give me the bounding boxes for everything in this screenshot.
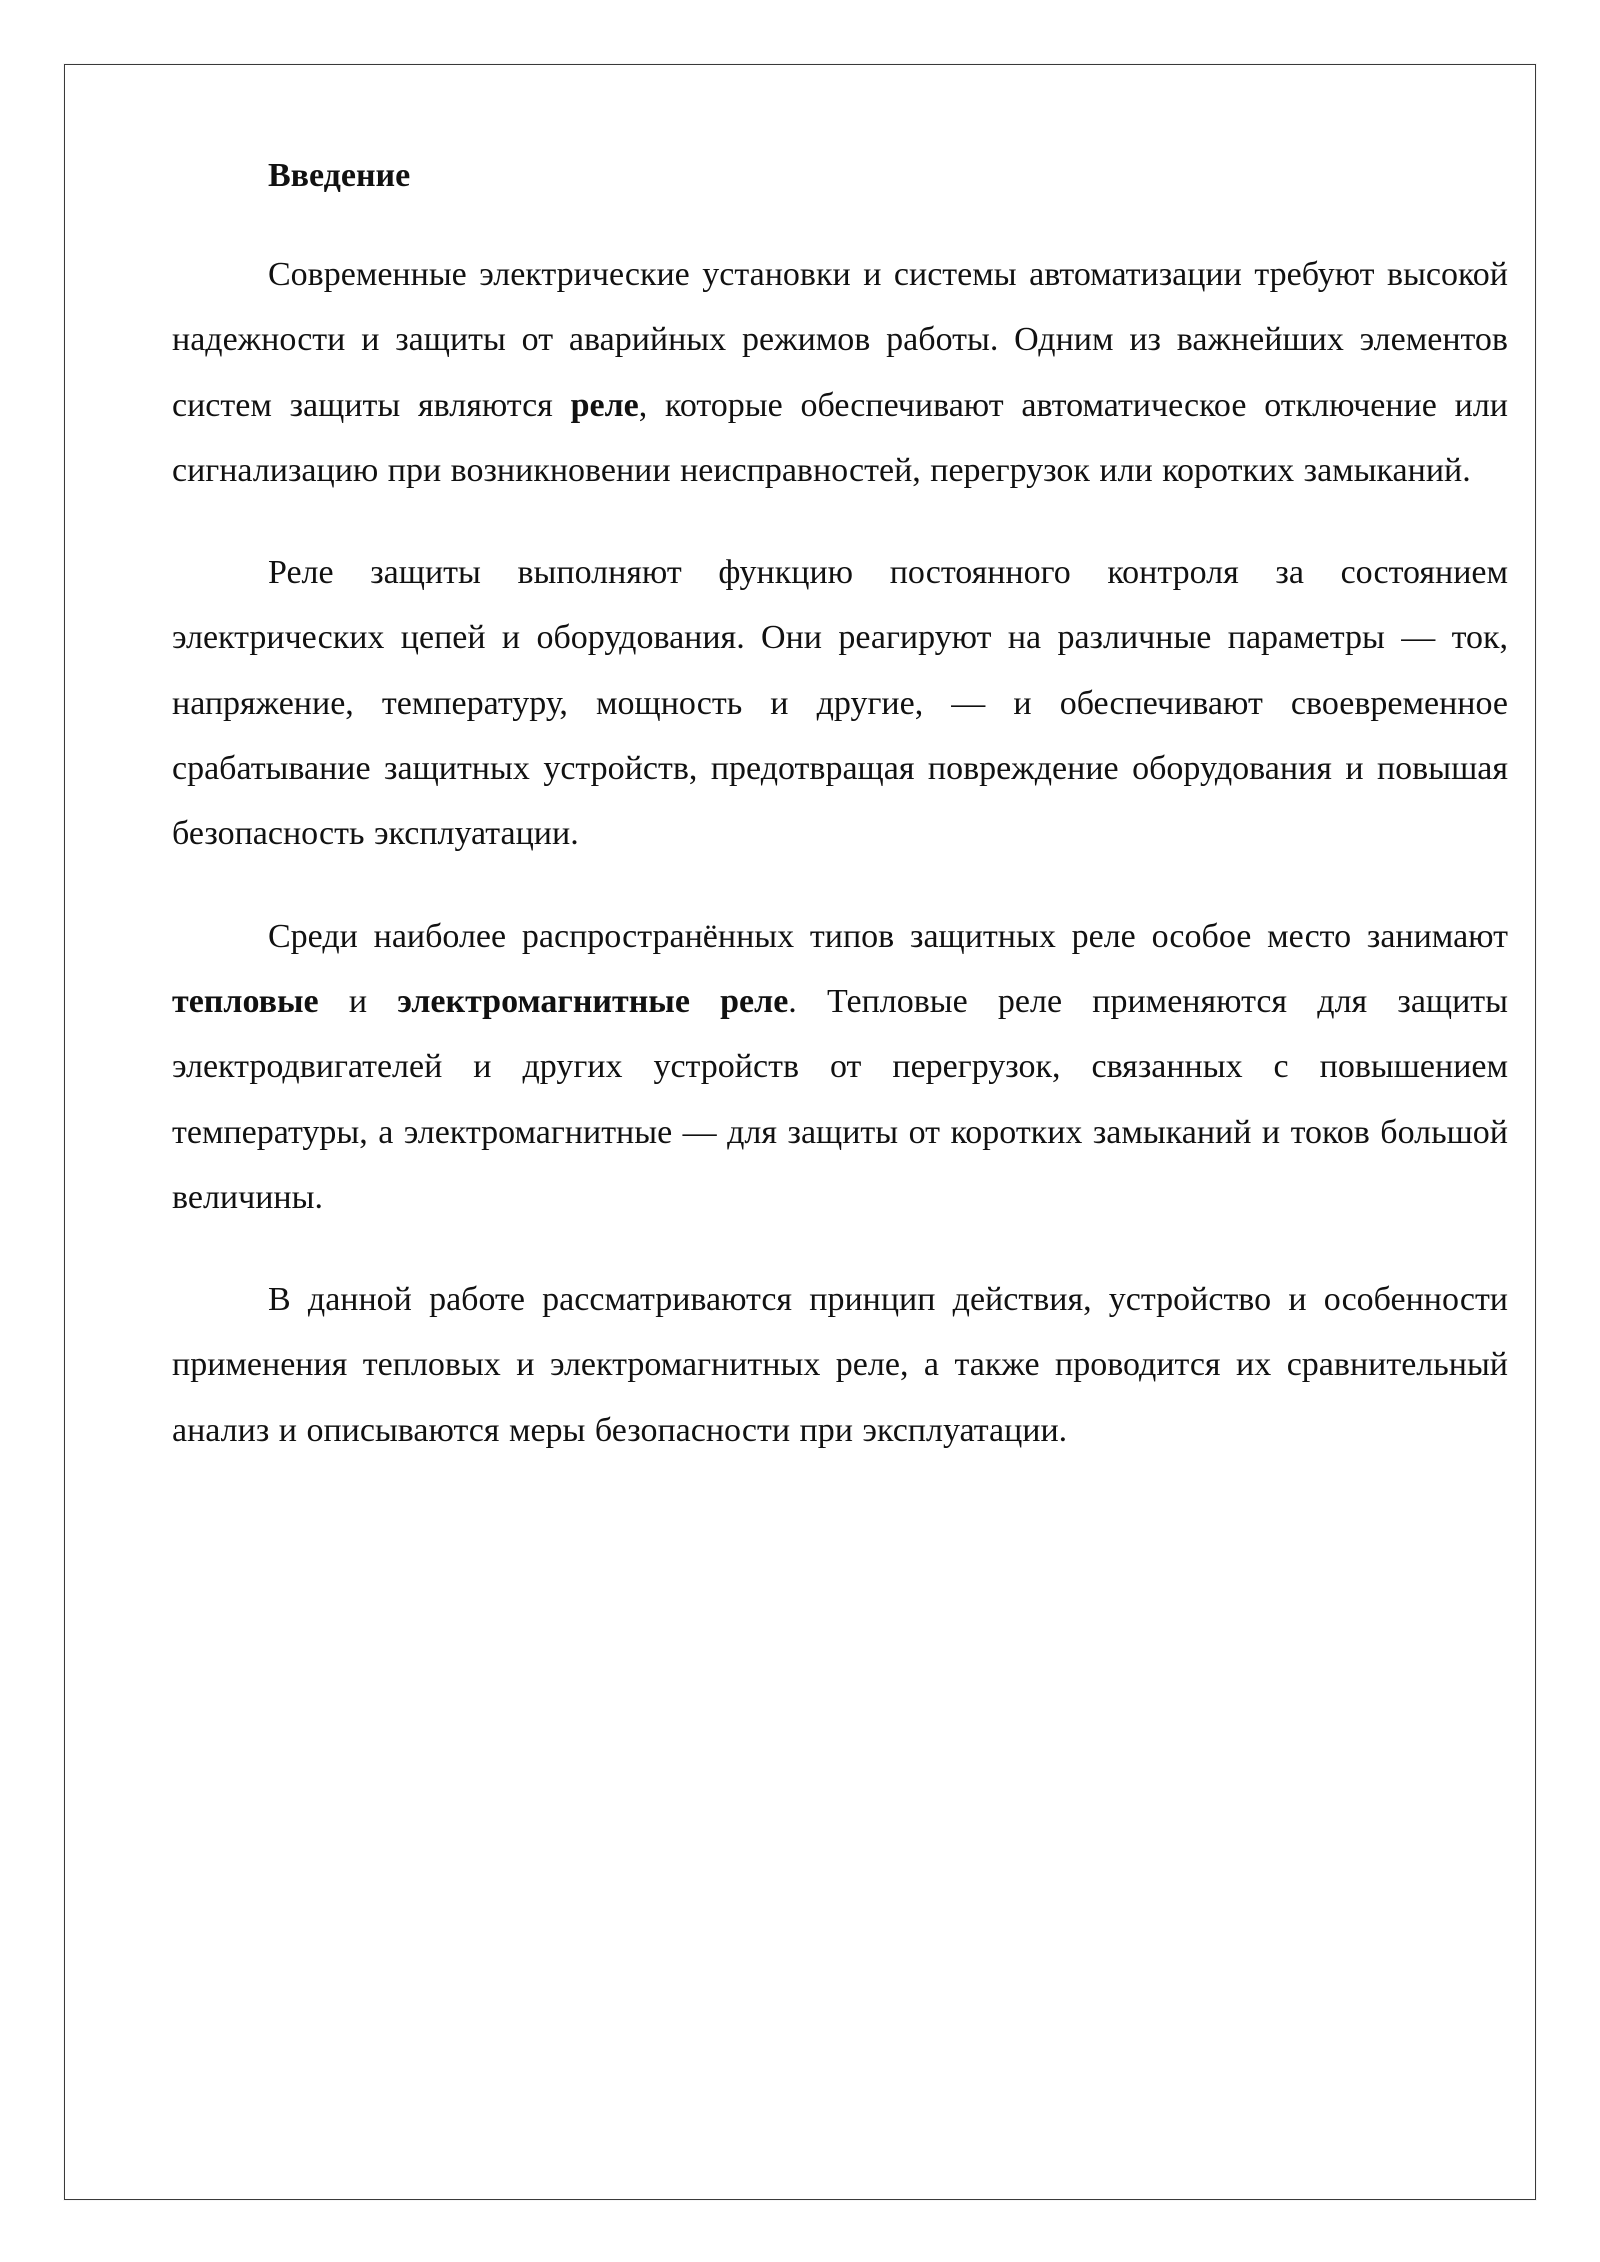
paragraph-3-text-1: Среди наиболее распространённых типов защитных реле особое место занимают bbox=[268, 917, 1508, 955]
paragraph-3-text-2: и bbox=[318, 982, 398, 1020]
paragraph-1-text-2: , которые обеспечивают автоматическое отключение или сигнализацию при возникновении неисправностей, перегрузок или коротких замыканий. bbox=[172, 386, 1508, 489]
paragraph-1 bbox=[172, 242, 1508, 503]
paragraph-4 bbox=[172, 1267, 1508, 1463]
paragraph-2 bbox=[172, 540, 1508, 866]
document-body bbox=[172, 148, 1508, 1500]
paragraph-2-text: Реле защиты выполняют функцию постоянного контроля за состоянием электрических цепей и оборудования. Они реагируют на различные параметры — ток, напряжение, температуру, мощность и другие, — и обеспечивают своевременное срабатывание защитных устройств, предотвращая повреждение оборудования и повышая безопасность эксплуатации. bbox=[172, 554, 1508, 853]
section-heading: Введение bbox=[268, 157, 411, 194]
paragraph-3-bold-thermal: тепловые bbox=[172, 982, 319, 1020]
paragraph-1-text-1: Современные электрические установки и системы автоматизации требуют высокой надежности и защиты от аварийных режимов работы. Одним из важнейших элементов систем защиты являются bbox=[172, 256, 1508, 424]
paragraph-4-text: В данной работе рассматриваются принцип действия, устройство и особенности применения тепловых и электромагнитных реле, а также проводится их сравнительный анализ и описываются меры безопасности при эксплуатации. bbox=[172, 1281, 1508, 1449]
paragraph-3-bold-electromagnetic: электромагнитные реле bbox=[397, 982, 789, 1020]
paragraph-3-text-3: . Тепловые реле применяются для защиты электродвигателей и других устройств от перегрузок, связанных с повышением температуры, а электромагнитные — для защиты от коротких замыканий и токов большой величины. bbox=[172, 982, 1508, 1216]
paragraph-1-bold-rele: реле bbox=[570, 386, 639, 424]
paragraph-3 bbox=[172, 904, 1508, 1230]
